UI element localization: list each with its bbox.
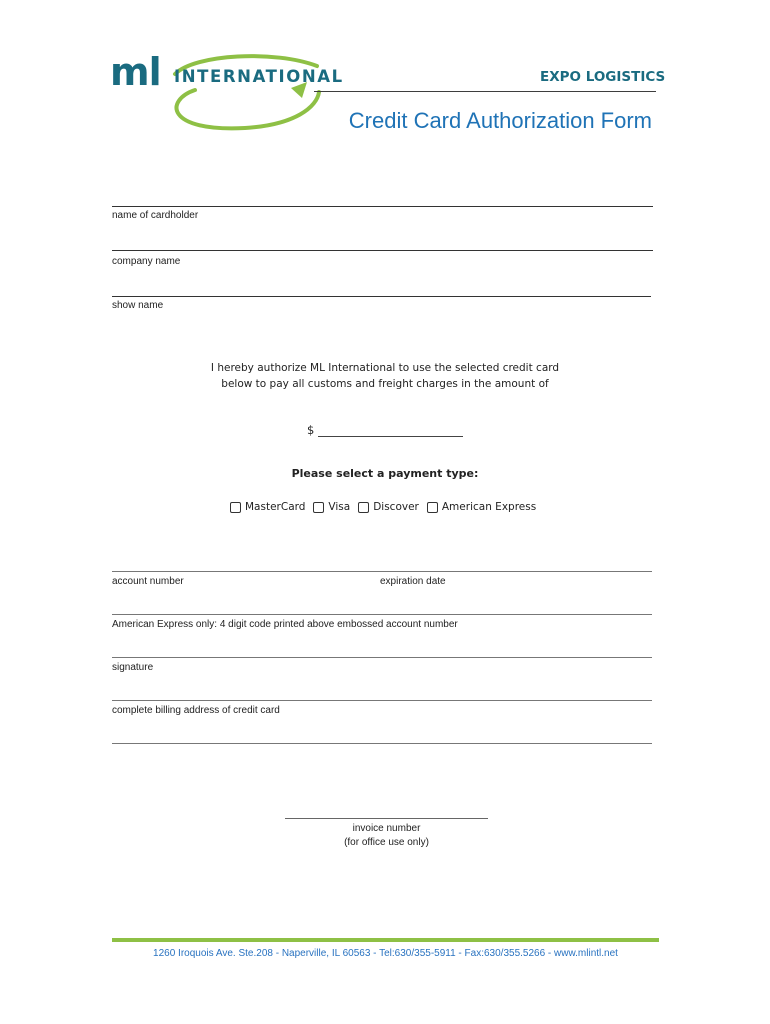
payment-option-amex[interactable] [427,501,536,513]
account-number-label: account number [112,576,184,587]
amex-code-field[interactable] [112,614,652,615]
invoice-number-field[interactable] [285,818,488,819]
office-use-note: (for office use only) [344,837,429,848]
footer-contact: 1260 Iroquois Ave. Ste.208 - Naperville, IL 60563 - Tel:630/355-5911 - Fax:630/355.5266 - www.mlintl.net [153,948,618,959]
company-field[interactable] [112,250,653,251]
signature-label: signature [112,662,154,673]
show-label: show name [112,300,164,311]
payment-type-heading: Please select a payment type: [291,467,479,480]
payment-option-discover[interactable] [358,501,419,513]
signature-field[interactable] [112,657,652,658]
billing-address-field-2[interactable] [112,743,652,744]
invoice-block [285,822,488,850]
payment-option-mastercard[interactable] [230,501,305,513]
division-name: EXPO LOGISTICS [540,69,666,85]
account-number-field[interactable] [112,571,652,572]
authorization-statement [150,360,620,392]
expiration-date-label: expiration date [380,576,446,587]
checkbox-icon[interactable] [358,502,369,513]
logo-international: INTERNATIONAL [174,67,344,86]
checkbox-icon[interactable] [427,502,438,513]
page-title: Credit Card Authorization Form [348,108,652,133]
header-divider [314,91,656,92]
invoice-number-label: invoice number [352,823,421,834]
statement-line-1: I hereby authorize ML International to use the selected credit card [210,362,560,374]
amex-code-label: American Express only: 4 digit code printed above embossed account number [112,619,458,630]
billing-address-field[interactable] [112,700,652,701]
payment-option-label: American Express [441,501,537,513]
cardholder-field[interactable] [112,206,653,207]
payment-option-label: Visa [328,501,351,513]
checkbox-icon[interactable] [230,502,241,513]
amount-field[interactable] [318,436,463,437]
statement-line-2: below to pay all customs and freight charges in the amount of [221,378,549,390]
billing-address-label: complete billing address of credit card [112,705,280,716]
show-field[interactable] [112,296,651,297]
logo-ml: ml [110,50,161,94]
cardholder-label: name of cardholder [112,210,199,221]
footer-divider [112,938,659,942]
company-label: company name [112,256,181,267]
payment-option-label: MasterCard [245,501,306,513]
currency-symbol: $ [307,423,315,437]
checkbox-icon[interactable] [313,502,324,513]
payment-option-visa[interactable] [313,501,350,513]
payment-option-label: Discover [373,501,419,513]
payment-type-options [230,498,544,516]
